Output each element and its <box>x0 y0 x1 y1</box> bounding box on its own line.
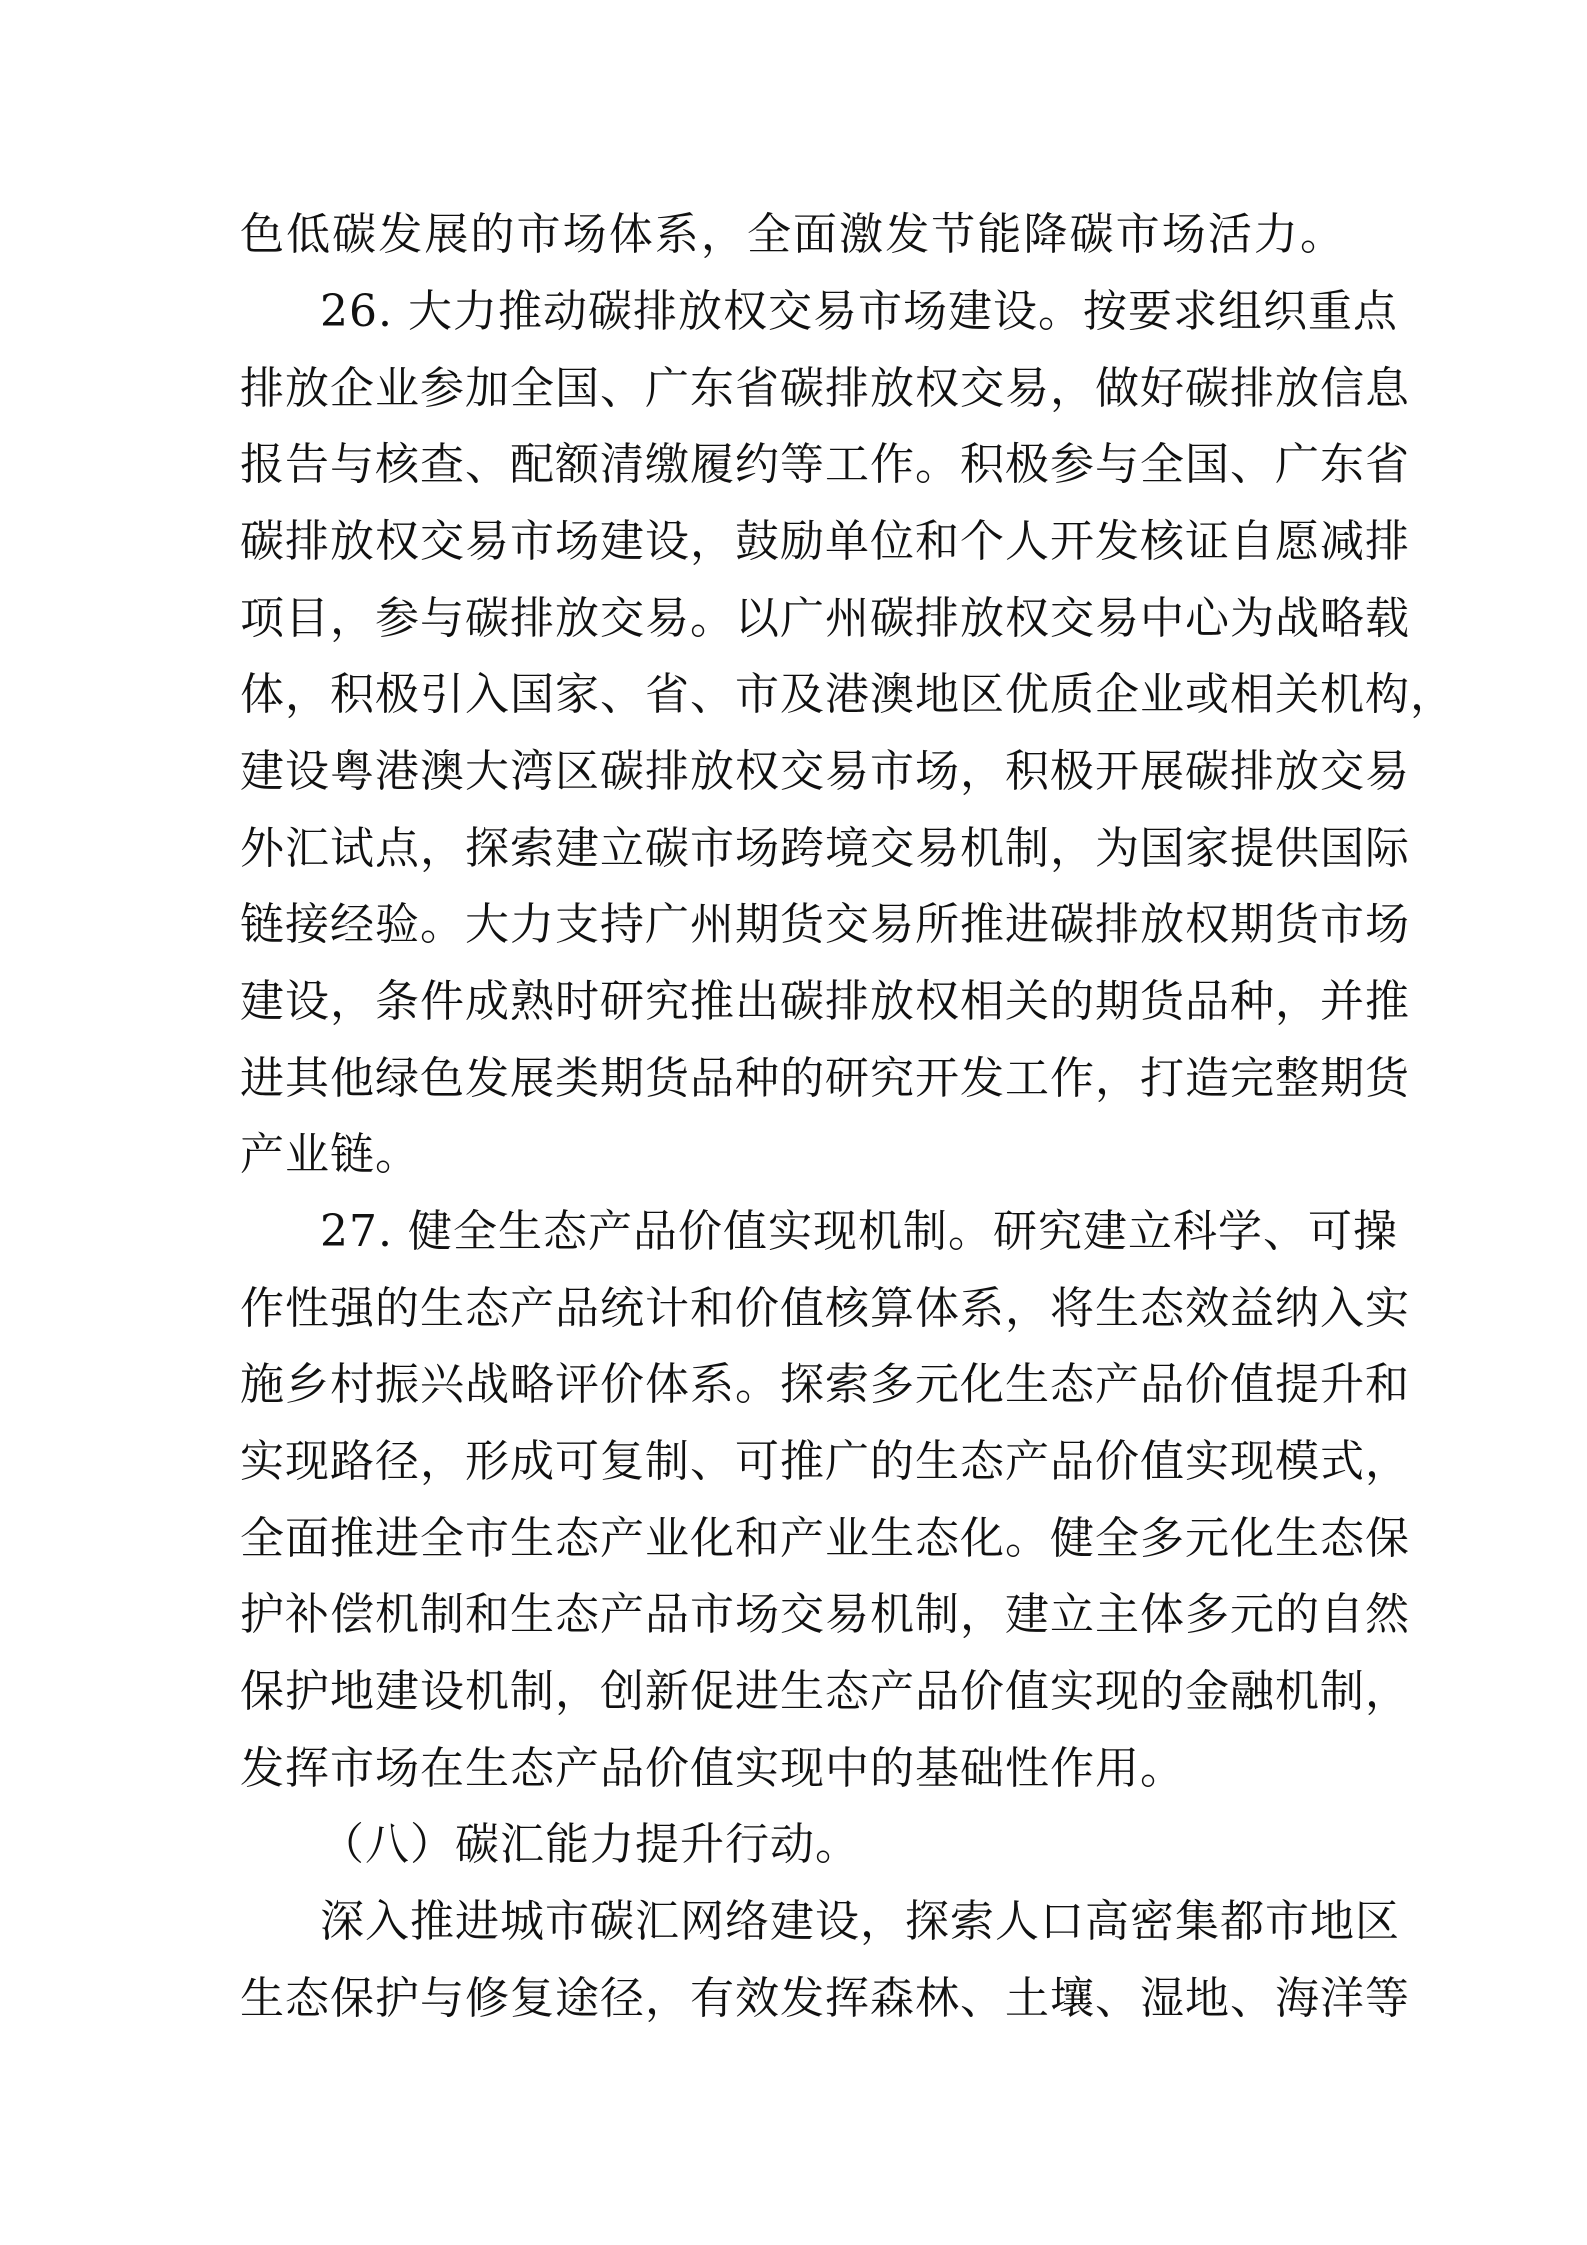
body-text-line: 全面推进全市生态产业化和产业生态化。健全多元化生态保 <box>240 1513 1410 1564</box>
body-text-line: 碳排放权交易市场建设，鼓励单位和个人开发核证自愿减排 <box>240 516 1410 567</box>
body-text-line: 建设，条件成熟时研究推出碳排放权相关的期货品种，并推 <box>240 976 1410 1027</box>
body-text-line: 体，积极引入国家、省、市及港澳地区优质企业或相关机构， <box>240 669 1455 720</box>
item-26-heading-line: 26. 大力推动碳排放权交易市场建设。按要求组织重点 <box>320 286 1398 337</box>
section-heading: （八）碳汇能力提升行动。 <box>320 1819 860 1870</box>
body-text-line: 项目，参与碳排放交易。以广州碳排放权交易中心为战略载 <box>240 593 1410 644</box>
body-text-line: 外汇试点，探索建立碳市场跨境交易机制，为国家提供国际 <box>240 823 1410 874</box>
body-text-line: 施乡村振兴战略评价体系。探索多元化生态产品价值提升和 <box>240 1359 1410 1410</box>
item-27-heading-line: 27. 健全生态产品价值实现机制。研究建立科学、可操 <box>320 1206 1398 1257</box>
body-text-line: 产业链。 <box>240 1129 420 1180</box>
body-text-line: 色低碳发展的市场体系，全面激发节能降碳市场活力。 <box>240 209 1345 260</box>
body-text-line: 深入推进城市碳汇网络建设，探索人口高密集都市地区 <box>320 1896 1400 1947</box>
body-text-line: 作性强的生态产品统计和价值核算体系，将生态效益纳入实 <box>240 1283 1410 1334</box>
body-text-line: 护补偿机制和生态产品市场交易机制，建立主体多元的自然 <box>240 1589 1410 1640</box>
body-text-line: 链接经验。大力支持广州期货交易所推进碳排放权期货市场 <box>240 899 1410 950</box>
body-text-line: 排放企业参加全国、广东省碳排放权交易，做好碳排放信息 <box>240 363 1410 414</box>
body-text-line: 实现路径，形成可复制、可推广的生态产品价值实现模式， <box>240 1436 1410 1487</box>
body-text-line: 报告与核查、配额清缴履约等工作。积极参与全国、广东省 <box>240 439 1410 490</box>
body-text-line: 进其他绿色发展类期货品种的研究开发工作，打造完整期货 <box>240 1053 1410 1104</box>
body-text-line: 生态保护与修复途径，有效发挥森林、土壤、湿地、海洋等 <box>240 1973 1410 2024</box>
body-text-line: 发挥市场在生态产品价值实现中的基础性作用。 <box>240 1743 1185 1794</box>
body-text-line: 保护地建设机制，创新促进生态产品价值实现的金融机制， <box>240 1666 1410 1717</box>
body-text-line: 建设粤港澳大湾区碳排放权交易市场，积极开展碳排放交易 <box>240 746 1410 797</box>
